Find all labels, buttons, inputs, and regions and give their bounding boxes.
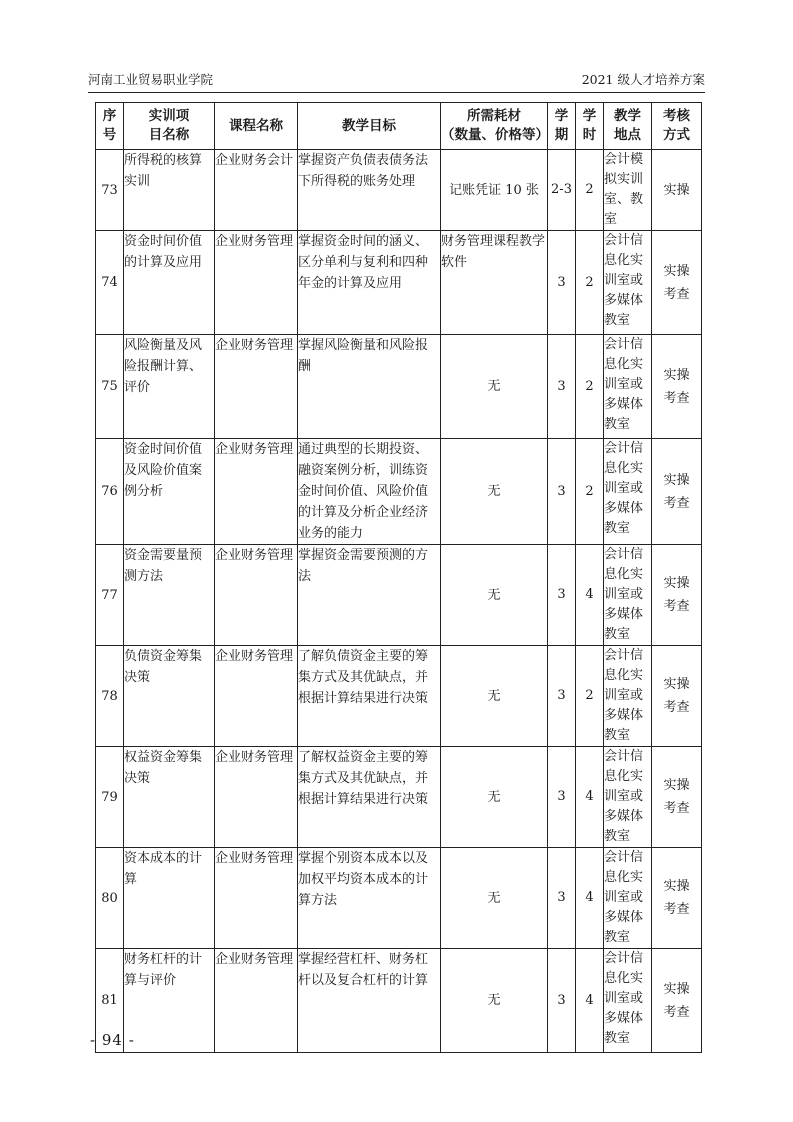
assessment-line: 实操 xyxy=(663,879,690,894)
project-name: 资金需要量预测方法 xyxy=(124,545,215,646)
hours: 2 xyxy=(576,231,604,335)
assessment-line: 实操 xyxy=(663,981,690,997)
project-name: 所得税的核算实训 xyxy=(124,150,215,231)
location-line: 教室 xyxy=(604,829,631,844)
teaching-goal: 掌握资金需要预测的方法 xyxy=(298,545,441,646)
project-name: 资金时间价值及风险价值案例分析 xyxy=(124,439,215,545)
location-line: 多媒体 xyxy=(604,1011,644,1026)
location xyxy=(604,646,652,747)
header-line: 教学目标 xyxy=(342,117,396,134)
teaching-goal: 掌握个别资本成本以及加权平均资本成本的计算方法 xyxy=(298,848,441,949)
location-line: 会计信 xyxy=(604,951,644,966)
assessment-line: 实操 xyxy=(663,677,690,692)
col-location-header xyxy=(604,103,652,150)
project-name: 资金时间价值的计算及应用 xyxy=(124,231,215,335)
header-line: 号 xyxy=(102,127,117,143)
header-line: 序 xyxy=(102,108,117,124)
assessment-line: 考查 xyxy=(663,700,690,715)
location-line: 训室或 xyxy=(604,377,644,392)
table-row xyxy=(96,646,702,747)
location-line: 会计信 xyxy=(604,749,644,764)
location-line: 息化实 xyxy=(604,357,644,372)
hours: 4 xyxy=(576,949,604,1053)
course-name: 企业财务会计 xyxy=(215,150,298,231)
assessment-line: 考查 xyxy=(663,495,690,511)
header-line: 地点 xyxy=(614,127,641,143)
location xyxy=(604,231,652,335)
location xyxy=(604,439,652,545)
course-name: 企业财务管理 xyxy=(215,439,298,545)
header-line: 实训项 xyxy=(148,108,190,124)
location-line: 多媒体 xyxy=(604,397,644,412)
materials: 无 xyxy=(441,848,548,949)
hours: 4 xyxy=(576,747,604,848)
table-row xyxy=(96,848,702,949)
location-line: 会计信 xyxy=(604,441,644,456)
row-number: 77 xyxy=(96,545,124,646)
header-line: 学 xyxy=(554,108,569,124)
materials: 无 xyxy=(441,646,548,747)
location-line: 息化实 xyxy=(604,668,644,683)
term: 3 xyxy=(548,439,576,545)
col-project-header xyxy=(124,103,215,150)
location xyxy=(604,747,652,848)
assessment-line: 考查 xyxy=(663,390,690,406)
course-name: 企业财务管理 xyxy=(215,545,298,646)
row-number: 78 xyxy=(96,646,124,747)
location-line: 会计模 xyxy=(604,152,644,167)
location-line: 息化实 xyxy=(604,769,644,784)
location-line: 息化实 xyxy=(604,971,644,986)
course-name: 企业财务管理 xyxy=(215,949,298,1053)
location-line: 教室 xyxy=(604,1031,631,1046)
location-line: 训室或 xyxy=(604,481,644,496)
row-number: 75 xyxy=(96,335,124,439)
term: 3 xyxy=(548,949,576,1053)
row-number: 76 xyxy=(96,439,124,545)
assessment-line: 实操 xyxy=(663,263,690,279)
assessment-line: 考查 xyxy=(663,286,690,302)
assessment-line: 实操 xyxy=(663,472,690,488)
location-line: 室、教 xyxy=(604,192,644,207)
assessment xyxy=(652,150,702,231)
table-row xyxy=(96,545,702,646)
header-line: 教学 xyxy=(614,108,641,124)
location-line: 教室 xyxy=(604,313,631,328)
location-line: 息化实 xyxy=(604,461,644,476)
header-line: 方式 xyxy=(663,127,690,143)
project-name: 权益资金筹集决策 xyxy=(124,747,215,848)
term: 3 xyxy=(548,747,576,848)
location-line: 训室或 xyxy=(604,890,644,905)
location xyxy=(604,335,652,439)
teaching-goal: 掌握资产负债表债务法下所得税的账务处理 xyxy=(298,150,441,231)
col-assessment-header xyxy=(652,103,702,150)
location xyxy=(604,545,652,646)
col-no-header xyxy=(96,103,124,150)
col-goal-header xyxy=(298,103,441,150)
location-line: 训室或 xyxy=(604,587,644,602)
location-line: 拟实训 xyxy=(604,172,644,187)
hours: 2 xyxy=(576,646,604,747)
location-line: 多媒体 xyxy=(604,910,644,925)
term: 2-3 xyxy=(548,150,576,231)
term: 3 xyxy=(548,545,576,646)
location-line: 多媒体 xyxy=(604,501,644,516)
assessment-line: 实操 xyxy=(663,576,690,591)
materials: 无 xyxy=(441,545,548,646)
assessment-line: 考查 xyxy=(663,902,690,917)
location-line: 教室 xyxy=(604,417,631,432)
course-name: 企业财务管理 xyxy=(215,646,298,747)
col-term-header xyxy=(548,103,576,150)
school-name: 河南工业贸易职业学院 xyxy=(88,72,214,87)
location-line: 室 xyxy=(604,212,618,227)
hours: 4 xyxy=(576,848,604,949)
header-line: （数量、价格等） xyxy=(441,127,549,143)
col-course-header xyxy=(215,103,298,150)
assessment-line: 考查 xyxy=(663,801,690,816)
assessment-line: 实操 xyxy=(663,778,690,793)
row-number: 81 xyxy=(96,949,124,1053)
hours: 4 xyxy=(576,545,604,646)
teaching-goal: 掌握风险衡量和风险报酬 xyxy=(298,335,441,439)
location-line: 会计信 xyxy=(604,233,644,248)
assessment xyxy=(652,646,702,747)
table-row xyxy=(96,439,702,545)
assessment-line: 实操 xyxy=(663,182,690,198)
assessment-line: 实操 xyxy=(663,367,690,383)
header-line: 考核 xyxy=(663,108,690,124)
project-name: 风险衡量及风险报酬计算、评价 xyxy=(124,335,215,439)
hours: 2 xyxy=(576,150,604,231)
assessment xyxy=(652,335,702,439)
materials: 财务管理课程教学软件 xyxy=(441,231,548,335)
course-name: 企业财务管理 xyxy=(215,747,298,848)
location-line: 教室 xyxy=(604,930,631,945)
table-row xyxy=(96,150,702,231)
course-name: 企业财务管理 xyxy=(215,848,298,949)
teaching-goal: 掌握资金时间的涵义、区分单利与复利和四种年金的计算及应用 xyxy=(298,231,441,335)
assessment-line: 考查 xyxy=(663,599,690,614)
course-name: 企业财务管理 xyxy=(215,231,298,335)
location-line: 教室 xyxy=(604,627,631,642)
header-line: 时 xyxy=(582,127,597,143)
materials: 无 xyxy=(441,747,548,848)
assessment xyxy=(652,545,702,646)
assessment xyxy=(652,848,702,949)
location-line: 教室 xyxy=(604,521,631,536)
location xyxy=(604,949,652,1053)
header-line: 期 xyxy=(554,127,569,143)
location-line: 息化实 xyxy=(604,870,644,885)
project-name: 负债资金筹集决策 xyxy=(124,646,215,747)
teaching-goal: 通过典型的长期投资、融资案例分析，训练资金时间价值、风险价值的计算及分析企业经济业务的能力 xyxy=(298,439,441,545)
term: 3 xyxy=(548,646,576,747)
page-number: - 94 - xyxy=(90,1031,135,1049)
term: 3 xyxy=(548,335,576,439)
location-line: 训室或 xyxy=(604,789,644,804)
location-line: 训室或 xyxy=(604,273,644,288)
materials: 无 xyxy=(441,335,548,439)
row-number: 79 xyxy=(96,747,124,848)
location-line: 会计信 xyxy=(604,547,644,562)
row-number: 80 xyxy=(96,848,124,949)
col-materials-header xyxy=(441,103,548,150)
hours: 2 xyxy=(576,335,604,439)
header-line: 所需耗材 xyxy=(467,108,521,124)
col-hours-header xyxy=(576,103,604,150)
teaching-goal: 了解权益资金主要的筹集方式及其优缺点，并根据计算结果进行决策 xyxy=(298,747,441,848)
term: 3 xyxy=(548,231,576,335)
location-line: 多媒体 xyxy=(604,708,644,723)
materials: 无 xyxy=(441,949,548,1053)
row-number: 74 xyxy=(96,231,124,335)
table-row xyxy=(96,231,702,335)
location xyxy=(604,150,652,231)
location-line: 会计信 xyxy=(604,337,644,352)
materials: 无 xyxy=(441,439,548,545)
teaching-goal: 掌握经营杠杆、财务杠杆以及复合杠杆的计算 xyxy=(298,949,441,1053)
training-table xyxy=(95,102,702,1053)
table-row xyxy=(96,949,702,1053)
assessment xyxy=(652,949,702,1053)
hours: 2 xyxy=(576,439,604,545)
location-line: 会计信 xyxy=(604,850,644,865)
location-line: 多媒体 xyxy=(604,293,644,308)
location-line: 训室或 xyxy=(604,991,644,1006)
location-line: 息化实 xyxy=(604,567,644,582)
table-row xyxy=(96,335,702,439)
location-line: 多媒体 xyxy=(604,809,644,824)
document-title: 2021 级人才培养方案 xyxy=(581,72,705,87)
table-row xyxy=(96,747,702,848)
assessment-line: 考查 xyxy=(663,1004,690,1020)
location-line: 训室或 xyxy=(604,688,644,703)
location-line: 教室 xyxy=(604,728,631,743)
course-name: 企业财务管理 xyxy=(215,335,298,439)
header-line: 目名称 xyxy=(148,127,190,143)
location-line: 多媒体 xyxy=(604,607,644,622)
table-header-row xyxy=(96,103,702,150)
location-line: 会计信 xyxy=(604,648,644,663)
assessment xyxy=(652,231,702,335)
project-name: 资本成本的计算 xyxy=(124,848,215,949)
page-header xyxy=(88,70,705,93)
row-number: 73 xyxy=(96,150,124,231)
project-name: 财务杠杆的计算与评价 xyxy=(124,949,215,1053)
term: 3 xyxy=(548,848,576,949)
assessment xyxy=(652,747,702,848)
teaching-goal: 了解负债资金主要的筹集方式及其优缺点，并根据计算结果进行决策 xyxy=(298,646,441,747)
assessment xyxy=(652,439,702,545)
materials: 记账凭证 10 张 xyxy=(441,150,548,231)
header-line: 课程名称 xyxy=(229,117,283,134)
location xyxy=(604,848,652,949)
location-line: 息化实 xyxy=(604,253,644,268)
header-line: 学 xyxy=(582,108,597,124)
